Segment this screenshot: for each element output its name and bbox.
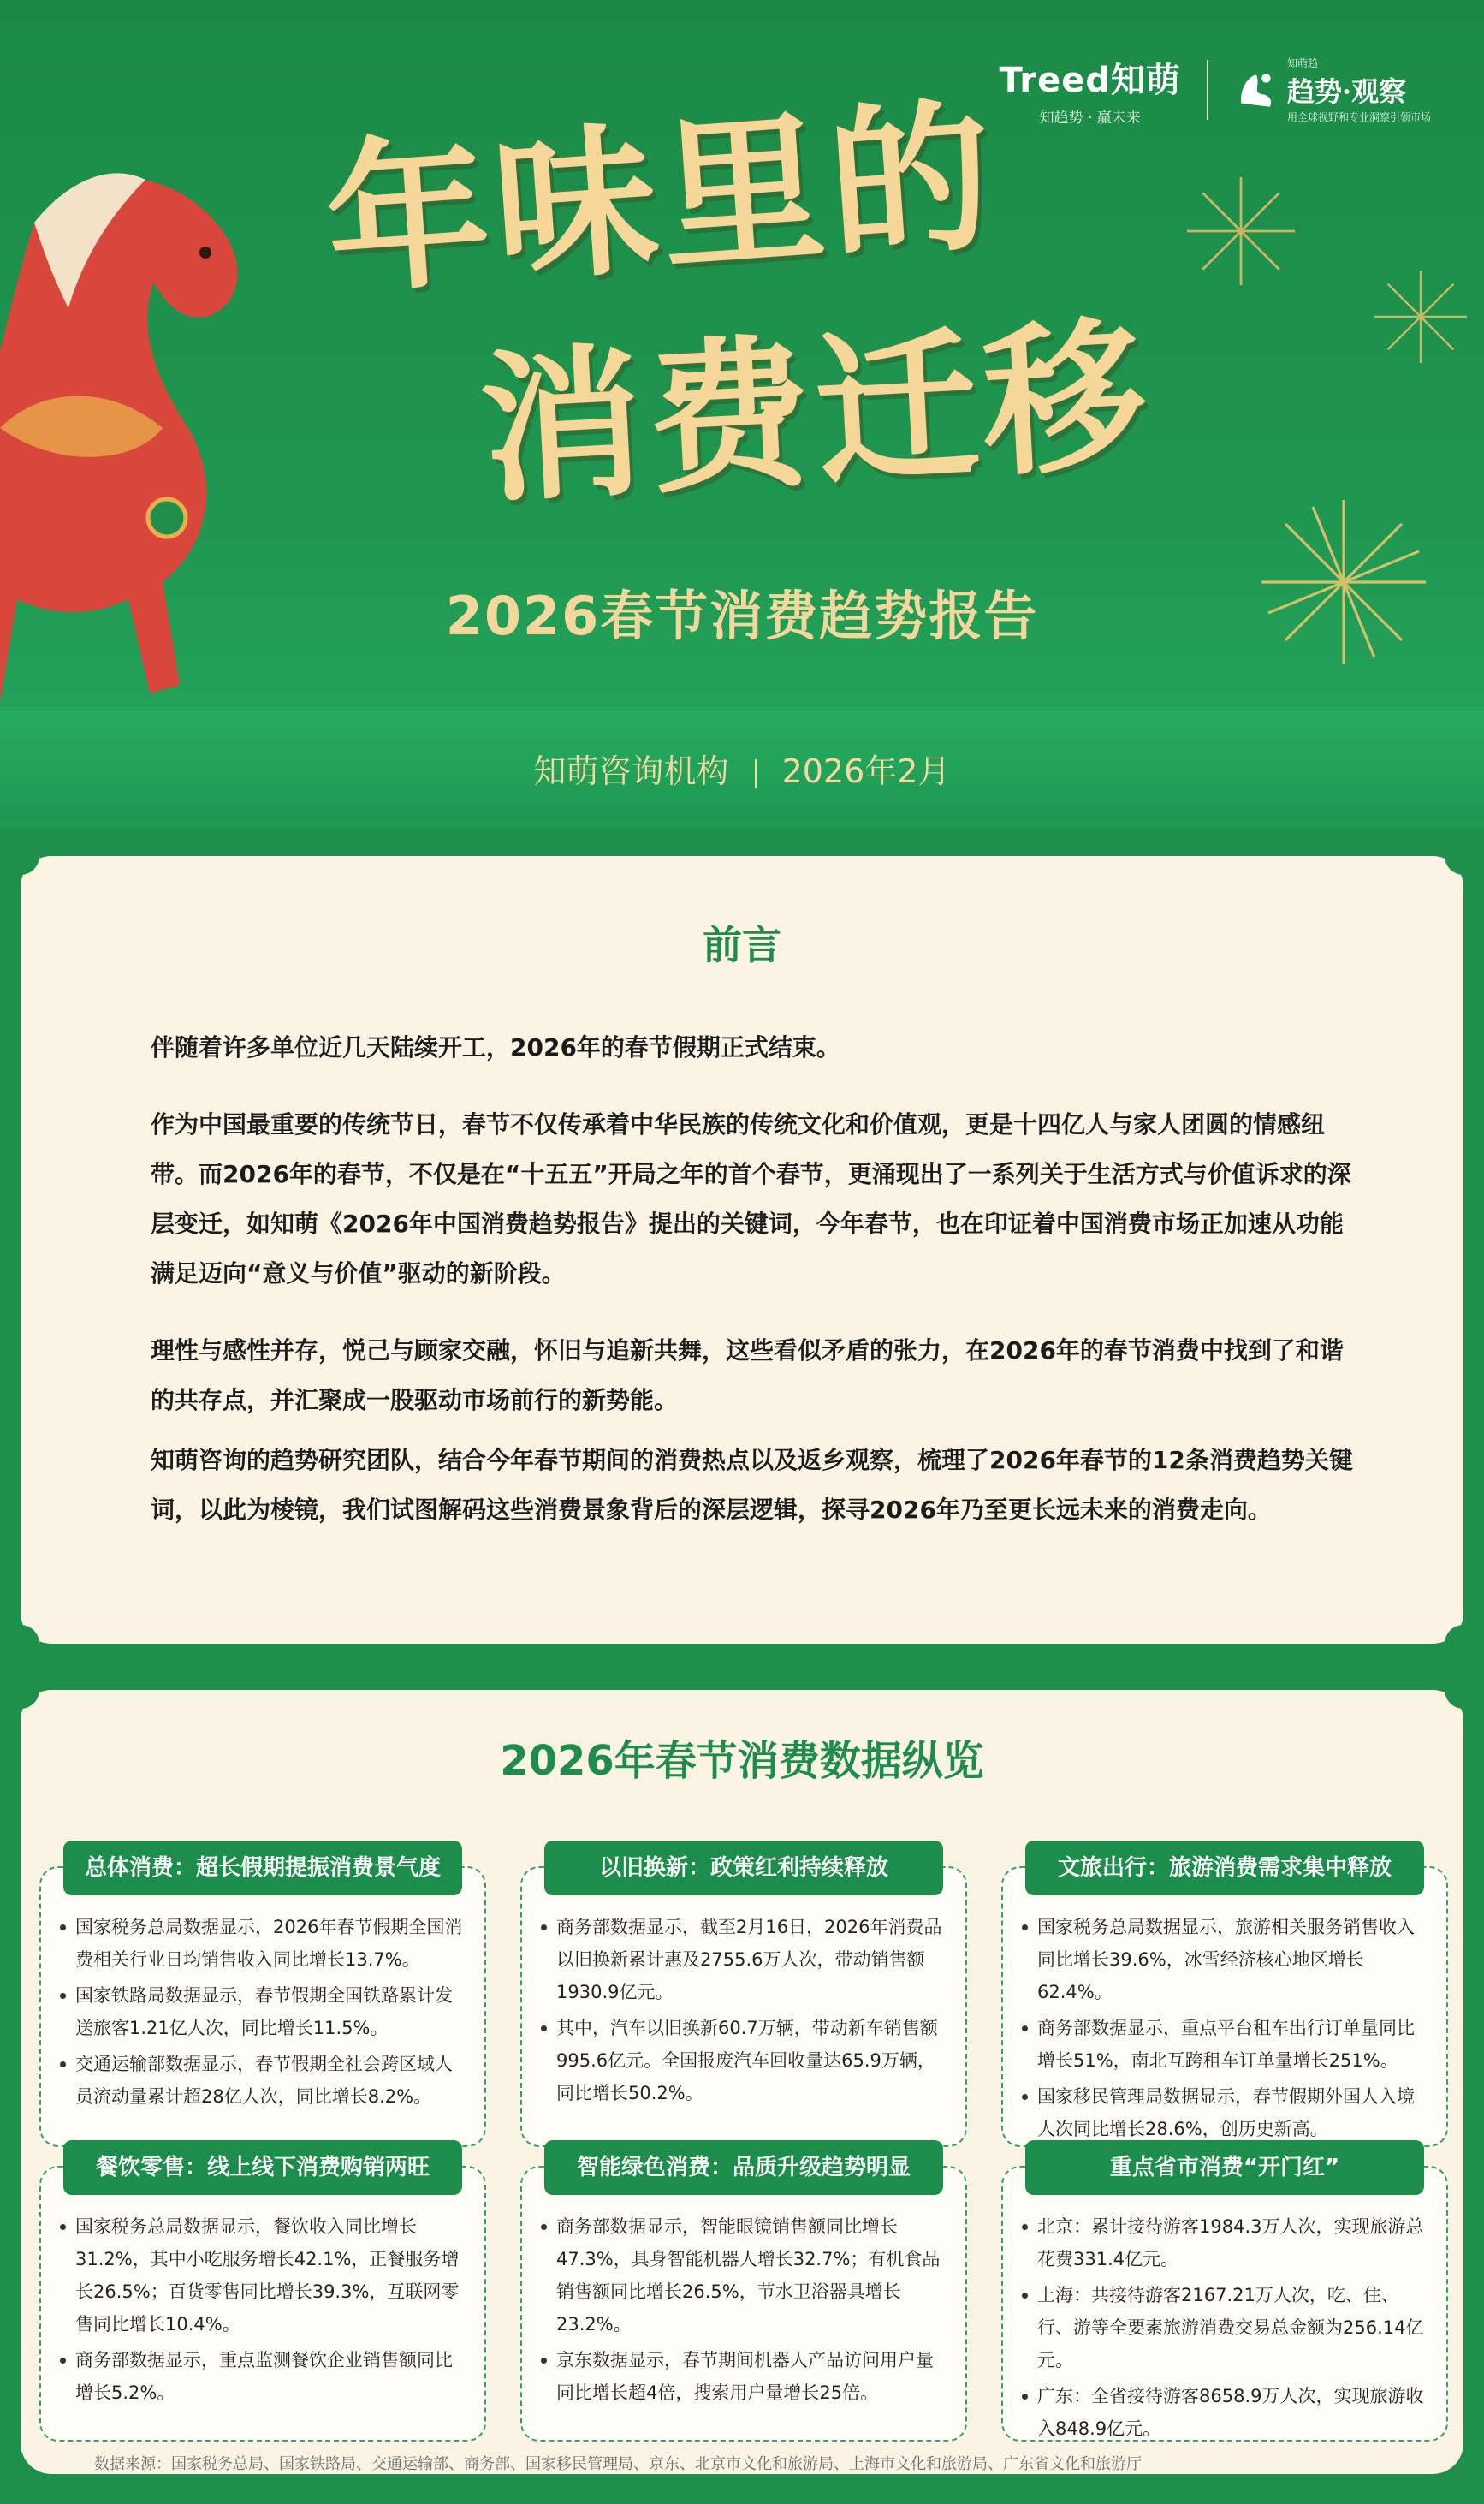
- report-date: 2026年2月: [781, 752, 951, 790]
- preface-body: [151, 1023, 1366, 1562]
- data-overview-panel: [21, 1690, 1463, 2474]
- corner-notch: [1445, 1625, 1482, 1662]
- preface-paragraph: 伴随着许多单位近几天陆续开工，2026年的春节假期正式结束。: [151, 1033, 840, 1062]
- brand-header: [999, 53, 1431, 127]
- preface-panel: [21, 856, 1463, 1644]
- treed-logo-text: Treed知萌: [999, 61, 1181, 100]
- partner-name: 趋势·观察: [1286, 75, 1407, 108]
- card-item: 上海：共接待游客2167.21万人次，吃、住、行、游等全要素旅游消费交易总金额为256.14亿元。: [1037, 2279, 1428, 2376]
- card-title: 以旧换新：政策红利持续释放: [544, 1841, 943, 1895]
- main-title-line-2: 消费迁移: [475, 299, 1156, 526]
- card-item: 广东：全省接待游客8658.9万人次，实现旅游收入848.9亿元。: [1037, 2380, 1428, 2445]
- report-subtitle: 2026春节消费趋势报告: [445, 585, 1039, 647]
- data-overview-heading: 2026年春节消费数据纵览: [500, 1737, 984, 1785]
- card-item: 商务部数据显示，智能眼镜销售额同比增长47.3%，具身智能机器人增长32.7%；有机食品销售额同比增长26.5%，节水卫浴器具增长23.2%。: [556, 2210, 947, 2340]
- preface-paragraph: 知萌咨询的趋势研究团队，结合今年春节期间的消费热点以及返乡观察，梳理了2026年春节的12条消费趋势关键词，以此为棱镜，我们试图解码这些消费景象背后的深层逻辑，探寻2026年乃至更长远未来的消费走向。: [151, 1446, 1353, 1524]
- card-item: 京东数据显示，春节期间机器人产品访问用户量同比增长超4倍，搜索用户量增长25倍。: [556, 2344, 947, 2409]
- card-item: 北京：累计接待游客1984.3万人次，实现旅游总花费331.4亿元。: [1037, 2210, 1428, 2275]
- preface-paragraph: 理性与感性并存，悦己与顾家交融，怀旧与追新共舞，这些看似矛盾的张力，在2026年的春节消费中找到了和谐的共存点，并汇聚成一股驱动市场前行的新势能。: [151, 1336, 1344, 1414]
- card-item: 交通运输部数据显示，春节假期全社会跨区域人员流动量累计超28亿人次，同比增长8.2%。: [75, 2048, 466, 2113]
- corner-notch: [1445, 1671, 1482, 1709]
- preface-heading: 前言: [703, 922, 781, 968]
- firework-icon: [1369, 265, 1472, 368]
- data-source-note: 数据来源：国家税务总局、国家铁路局、交通运输部、商务部、国家移民管理局、京东、北京市文化和旅游局、上海市文化和旅游局、广东省文化和旅游厅: [94, 2455, 1142, 2473]
- data-card-smart-green: [520, 2155, 967, 2442]
- card-title: 重点省市消费“开门红”: [1025, 2140, 1424, 2195]
- partner-tagline: 用全球视野和专业洞察引领市场: [1286, 111, 1431, 123]
- card-title: 智能绿色消费：品质升级趋势明显: [544, 2140, 943, 2195]
- card-title: 总体消费：超长假期提振消费景气度: [63, 1841, 462, 1895]
- data-card-overall: [39, 1855, 486, 2147]
- treed-logo: [999, 53, 1181, 127]
- preface-paragraph: 作为中国最重要的传统节日，春节不仅传承着中华民族的传统文化和价值观，更是十四亿人与家人团圆的情感纽带。而2026年的春节，不仅是在“十五五”开局之年的首个春节，更涌现出了一系列关于生活方式与价值诉求的深层变迁，如知萌《2026年中国消费趋势报告》提出的关键词，今年春节，也在印证着中国消费市场正加速从功能满足迈向“意义与价值”驱动的新阶段。: [151, 1110, 1351, 1288]
- hand-mark-icon: [1234, 68, 1279, 112]
- card-title: 餐饮零售：线上线下消费购销两旺: [63, 2140, 462, 2195]
- brand-divider: [1207, 60, 1208, 120]
- org-name: 知萌咨询机构: [533, 752, 729, 790]
- card-item: 商务部数据显示，重点平台租车出行订单量同比增长51%，南北互跨租车订单量增长251%。: [1037, 2012, 1428, 2077]
- data-card-travel: [1001, 1855, 1448, 2147]
- data-card-regions: [1001, 2155, 1448, 2442]
- card-item: 商务部数据显示，截至2月16日，2026年消费品以旧换新累计惠及2755.6万人次，带动销售额1930.9亿元。: [556, 1911, 947, 2008]
- hero-banner: [0, 0, 1484, 711]
- card-item: 其中，汽车以旧换新60.7万辆，带动新车销售额995.6亿元。全国报废汽车回收量达65.9万辆，同比增长50.2%。: [556, 2012, 947, 2109]
- firework-icon: [1181, 171, 1301, 291]
- main-title-line-1: 年味里的: [320, 79, 1003, 318]
- corner-notch: [2, 837, 39, 875]
- meta-divider: [755, 759, 757, 788]
- treed-slogan: 知趋势 · 赢未来: [1039, 110, 1141, 127]
- data-card-catering: [39, 2155, 486, 2442]
- report-meta: [0, 745, 1484, 792]
- card-item: 国家税务总局数据显示，旅游相关服务销售收入同比增长39.6%，冰雪经济核心地区增长62.4%。: [1037, 1911, 1428, 2008]
- partner-logo: [1234, 56, 1431, 124]
- card-item: 国家铁路局数据显示，春节假期全国铁路累计发送旅客1.21亿人次，同比增长11.5%。: [75, 1979, 466, 2044]
- corner-notch: [2, 1671, 39, 1709]
- partner-top-text: 知萌趋: [1286, 57, 1318, 69]
- card-item: 商务部数据显示，重点监测餐饮企业销售额同比增长5.2%。: [75, 2344, 466, 2409]
- data-card-trade-in: [520, 1855, 967, 2147]
- card-title: 文旅出行：旅游消费需求集中释放: [1025, 1841, 1424, 1895]
- corner-notch: [2, 1625, 39, 1662]
- corner-notch: [1445, 837, 1482, 875]
- card-item: 国家税务总局数据显示，餐饮收入同比增长31.2%，其中小吃服务增长42.1%，正餐服务增长26.5%；百货零售同比增长39.3%，互联网零售同比增长10.4%。: [75, 2210, 466, 2340]
- card-item: 国家税务总局数据显示，2026年春节假期全国消费相关行业日均销售收入同比增长13.7%。: [75, 1911, 466, 1976]
- card-item: 国家移民管理局数据显示，春节假期外国人入境人次同比增长28.6%，创历史新高。: [1037, 2080, 1428, 2145]
